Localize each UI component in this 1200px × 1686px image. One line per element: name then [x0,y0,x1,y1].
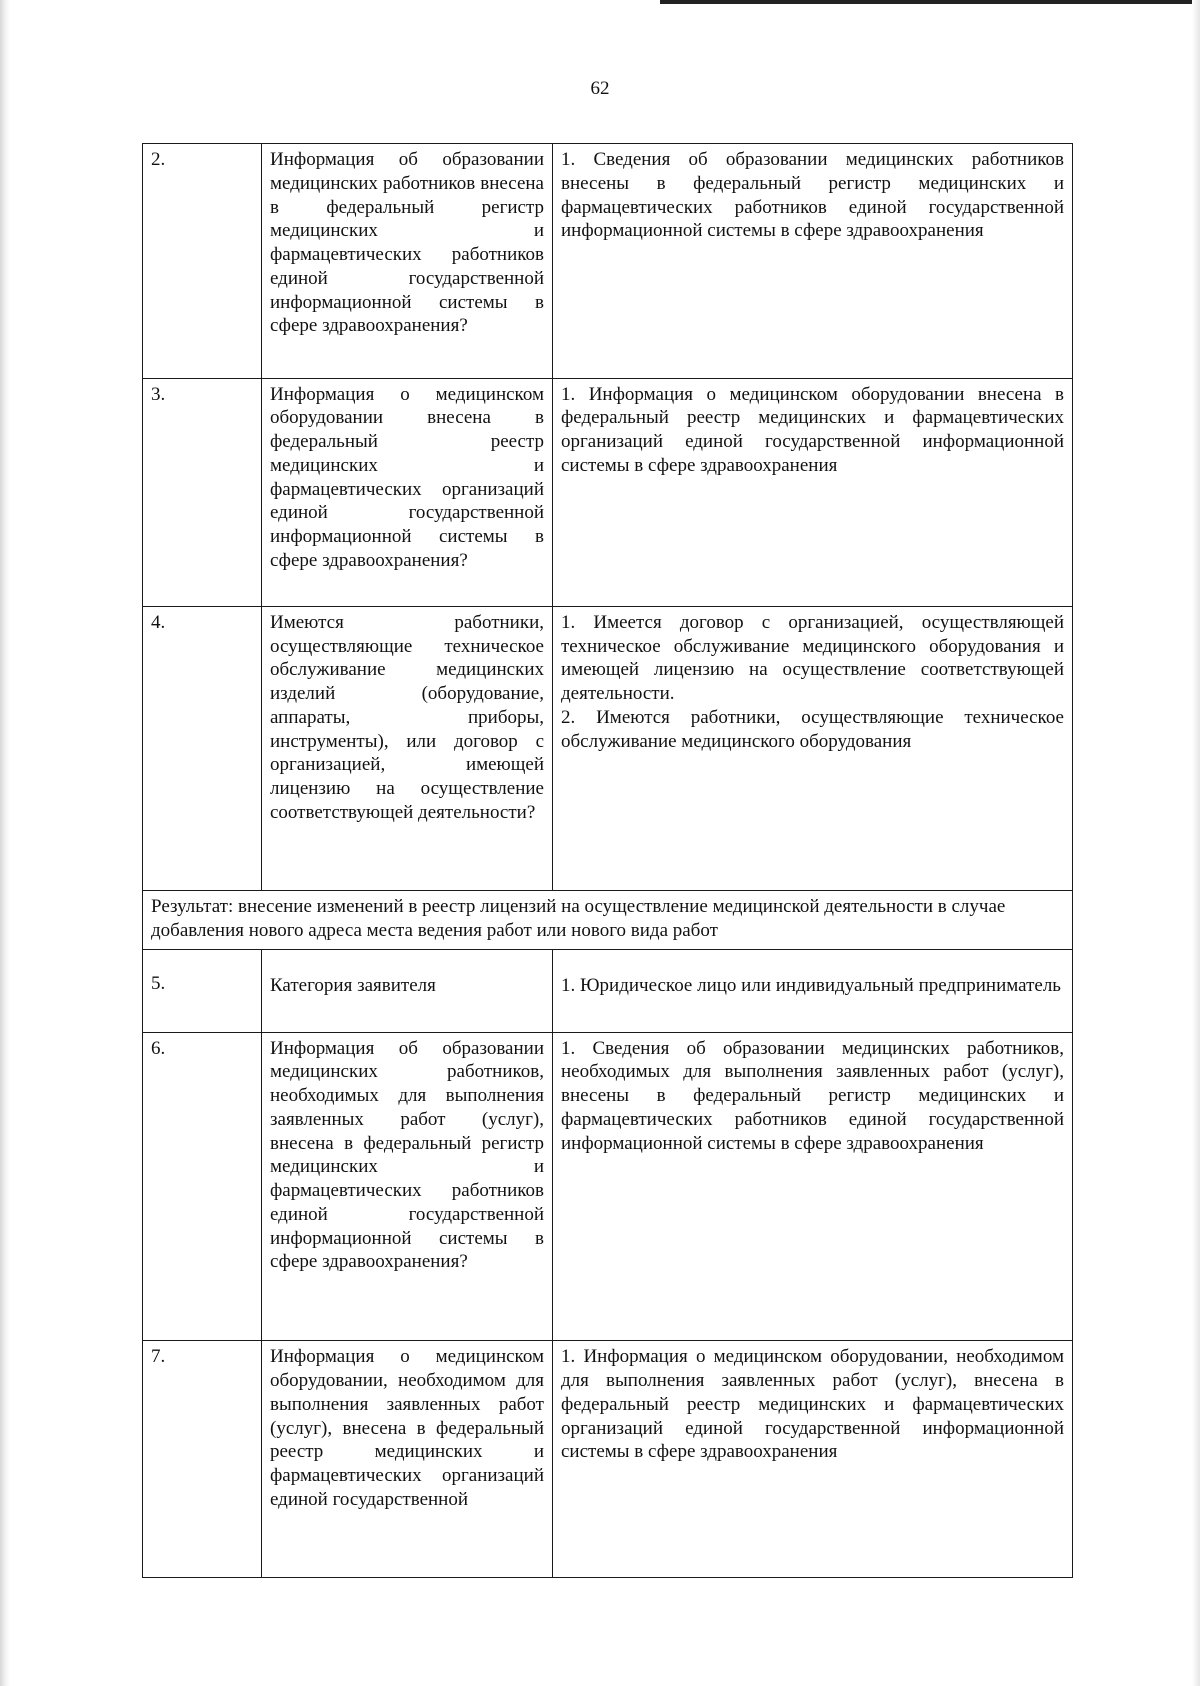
row-question: Категория заявителя [262,950,553,1032]
row-answer [553,950,1073,1032]
row-number: 6. [143,1032,262,1341]
row-question: Информация о медицинском оборудовании внесена в федеральный реестр медицинских и фармацевтических организаций единой государственной информационной системы в сфере здравоохранения? [262,378,553,606]
row-answer [553,378,1073,606]
page-number: 62 [590,78,610,99]
row-question: Информация об образовании медицинских работников внесена в федеральный регистр медицинских и фармацевтических работников единой государственной информационной системы в сфере здравоохранения? [262,144,553,379]
table-row [143,950,1073,1032]
requirements-table [142,143,1073,1578]
scan-edge-top [660,0,1200,4]
answer-item: 1. Юридическое лицо или индивидуальный предприниматель [561,975,1061,997]
row-answer [553,144,1073,379]
table-row [143,606,1073,890]
result-text: Результат: внесение изменений в реестр лицензий на осуществление медицинской деятельности в случае добавления нового адреса места ведения работ или нового вида работ [143,890,1073,950]
table-row [143,144,1073,379]
row-question: Информация об образовании медицинских работников, необходимых для выполнения заявленных работ (услуг), внесена в федеральный регистр медицинских и фармацевтических работников единой государственной информационной системы в сфере здравоохранения? [262,1032,553,1341]
row-number: 5. [143,950,262,1032]
row-question: Имеются работники, осуществляющие техническое обслуживание медицинских изделий (оборудование, аппараты, приборы, инструменты), или договор с организацией, имеющей лицензию на осуществление соответствующей деятельности? [262,606,553,890]
row-answer [553,606,1073,890]
row-answer [553,1032,1073,1341]
result-row [143,890,1073,950]
answer-item: 1. Имеется договор с организацией, осуществляющей техническое обслуживание медицинского оборудования и имеющей лицензию на осуществление соответствующей деятельности. [561,611,1064,705]
row-number: 3. [143,378,262,606]
scan-edge-left [0,0,10,1686]
answer-item: 1. Сведения об образовании медицинских работников, необходимых для выполнения заявленных работ (услуг), внесены в федеральный регистр медицинских и фармацевтических работников единой государственной информационной системы в сфере здравоохранения [561,1037,1064,1154]
row-number: 7. [143,1341,262,1578]
table-row [143,1341,1073,1578]
row-question: Информация о медицинском оборудовании, необходимом для выполнения заявленных работ (услуг), внесена в федеральный реестр медицинских и фармацевтических организаций единой государственной [262,1341,553,1578]
answer-item: 1. Сведения об образовании медицинских работников внесены в федеральный регистр медицинских и фармацевтических работников единой государственной информационной системы в сфере здравоохранения [561,149,1064,242]
answer-item: 1. Информация о медицинском оборудовании, необходимом для выполнения заявленных работ (услуг), внесена в федеральный реестр медицинских и фармацевтических организаций единой государственной информационной системы в сфере здравоохранения [561,1346,1064,1463]
table-row [143,378,1073,606]
row-number: 4. [143,606,262,890]
scan-edge-right [1192,0,1200,1686]
answer-item: 2. Имеются работники, осуществляющие техническое обслуживание медицинского оборудования [561,706,1064,752]
requirements-table-container [142,143,1072,1578]
row-answer [553,1341,1073,1578]
table-row [143,1032,1073,1341]
answer-item: 1. Информация о медицинском оборудовании внесена в федеральный реестр медицинских и фармацевтических организаций единой государственной информационной системы в сфере здравоохранения [561,383,1064,476]
row-number: 2. [143,144,262,379]
